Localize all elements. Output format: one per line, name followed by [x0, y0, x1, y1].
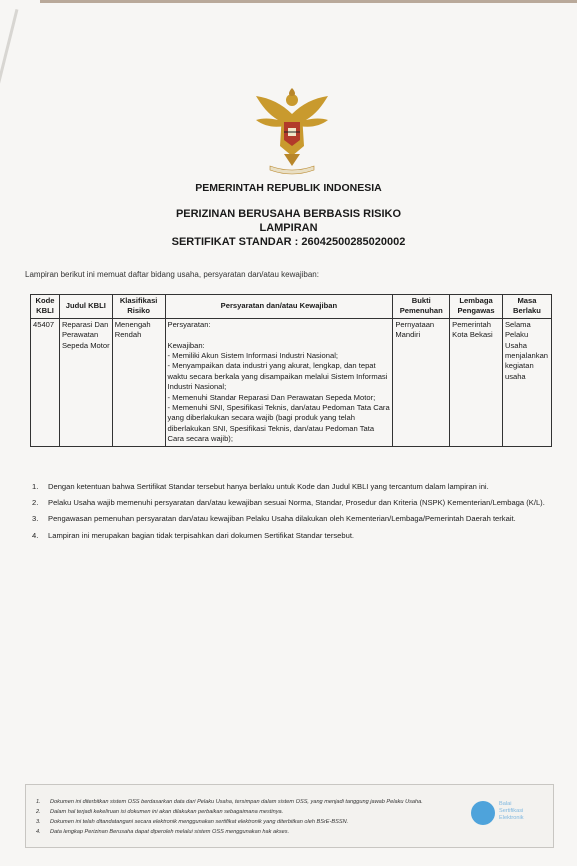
cell-bukti: Pernyataan Mandiri: [393, 318, 450, 446]
req-line: [168, 330, 391, 340]
note-item: 4. Lampiran ini merupakan bagian tidak terpisahkan dari dokumen Sertifikat Standar tersebut.: [32, 530, 355, 540]
req-line: Kewajiban:: [167, 340, 205, 350]
req-line: - Memenuhi Standar Reparasi Dan Perawatan Sepeda Motor;: [167, 392, 376, 402]
bsre-logo: Balai Sertifikasi Elektronik: [471, 799, 545, 829]
header-kode-kbli: Kode KBLI: [31, 295, 60, 319]
top-edge-rule: [40, 0, 577, 3]
header-persyaratan: Persyaratan dan/atau Kewajiban: [165, 295, 393, 319]
note-item: 2. Pelaku Usaha wajib memenuhi persyaratan dan/atau kewajiban sesuai Norma, Standar, Prosedur dan Kriteria (NSPK) Kementerian/Lembaga (K/L).: [32, 498, 545, 508]
table-row: [31, 318, 552, 446]
footer-item: 1. Dokumen ini diterbitkan sistem OSS berdasarkan data dari Pelaku Usaha, tersimpan dalam sistem OSS, yang menjadi tanggung jawab Pelaku Usaha.: [36, 799, 423, 805]
req-line: - Menyampaikan data industri yang akurat, lengkap, dan tepat waktu secara berkala yang disampaikan melalui Sistem Informasi Industri Nasional;: [167, 361, 388, 392]
req-line: - Memenuhi SNI, Spesifikasi Teknis, dan/atau Pedoman Tata Cara yang diberlakukan secara wajib (bagi produk yang telah diberlakukan SNI, Spesifikasi Teknis, dan/atau Pedoman Tata Cara secara wajib);: [167, 403, 390, 444]
header-masa-berlaku: Masa Berlaku: [502, 295, 551, 319]
cell-risiko: Menengah Rendah: [112, 318, 165, 446]
cell-judul: Reparasi Dan Perawatan Sepeda Motor: [59, 318, 112, 446]
bsre-logo-icon: [471, 801, 495, 825]
req-line: Persyaratan:: [167, 319, 211, 329]
header-bukti-pemenuhan: Bukti Pemenuhan: [393, 295, 450, 319]
certificate-number: SERTIFIKAT STANDAR : 26042500285020002: [171, 236, 406, 248]
kbli-table: [30, 294, 552, 447]
page-edge-shadow: [0, 9, 18, 102]
note-item: 3. Pengawasan pemenuhan persyaratan dan/atau kewajiban Pelaku Usaha dilakukan oleh Kementerian/Lembaga/Pemerintah Daerah terkait.: [32, 514, 516, 524]
footer-item: 3. Dokumen ini telah ditandatangani secara elektronik menggunakan sertifikat elektronik yang diterbitkan oleh BSrE-BSSN.: [36, 819, 349, 825]
note-item: 1. Dengan ketentuan bahwa Sertifikat Standar tersebut hanya berlaku untuk Kode dan Judul KBLI yang tercantum dalam lampiran ini.: [32, 482, 489, 491]
document-title: PERIZINAN BERUSAHA BERBASIS RISIKO: [175, 208, 402, 220]
header-lembaga-pengawas: Lembaga Pengawas: [450, 295, 503, 319]
cell-persyaratan: [165, 318, 393, 446]
header-judul-kbli: Judul KBLI: [59, 295, 112, 319]
footer-item: 4. Data lengkap Perizinan Berusaha dapat diperoleh melalui sistem OSS menggunakan hak akses.: [36, 829, 290, 835]
cell-masa: Selama Pelaku Usaha menjalankan kegiatan usaha: [502, 318, 551, 446]
garuda-emblem-icon: [252, 84, 332, 176]
cell-kode: 45407: [31, 318, 60, 446]
footer-list: [36, 797, 476, 837]
table-header-row: [31, 295, 552, 319]
footer-disclaimer-box: [25, 784, 554, 848]
government-heading: PEMERINTAH REPUBLIK INDONESIA: [195, 182, 382, 194]
cell-lembaga: Pemerintah Kota Bekasi: [450, 318, 503, 446]
intro-text: Lampiran berikut ini memuat daftar bidang usaha, persyaratan dan/atau kewajiban:: [25, 270, 319, 279]
footer-item: 2. Dalam hal terjadi kekeliruan isi dokumen ini akan dilakukan perbaikan sebagaimana mestinya.: [36, 809, 284, 815]
document-subtitle: LAMPIRAN: [259, 222, 318, 234]
header-klasifikasi-risiko: Klasifikasi Risiko: [112, 295, 165, 319]
notes-list: [32, 482, 552, 547]
req-line: - Memiliki Akun Sistem Informasi Industri Nasional;: [167, 351, 339, 361]
